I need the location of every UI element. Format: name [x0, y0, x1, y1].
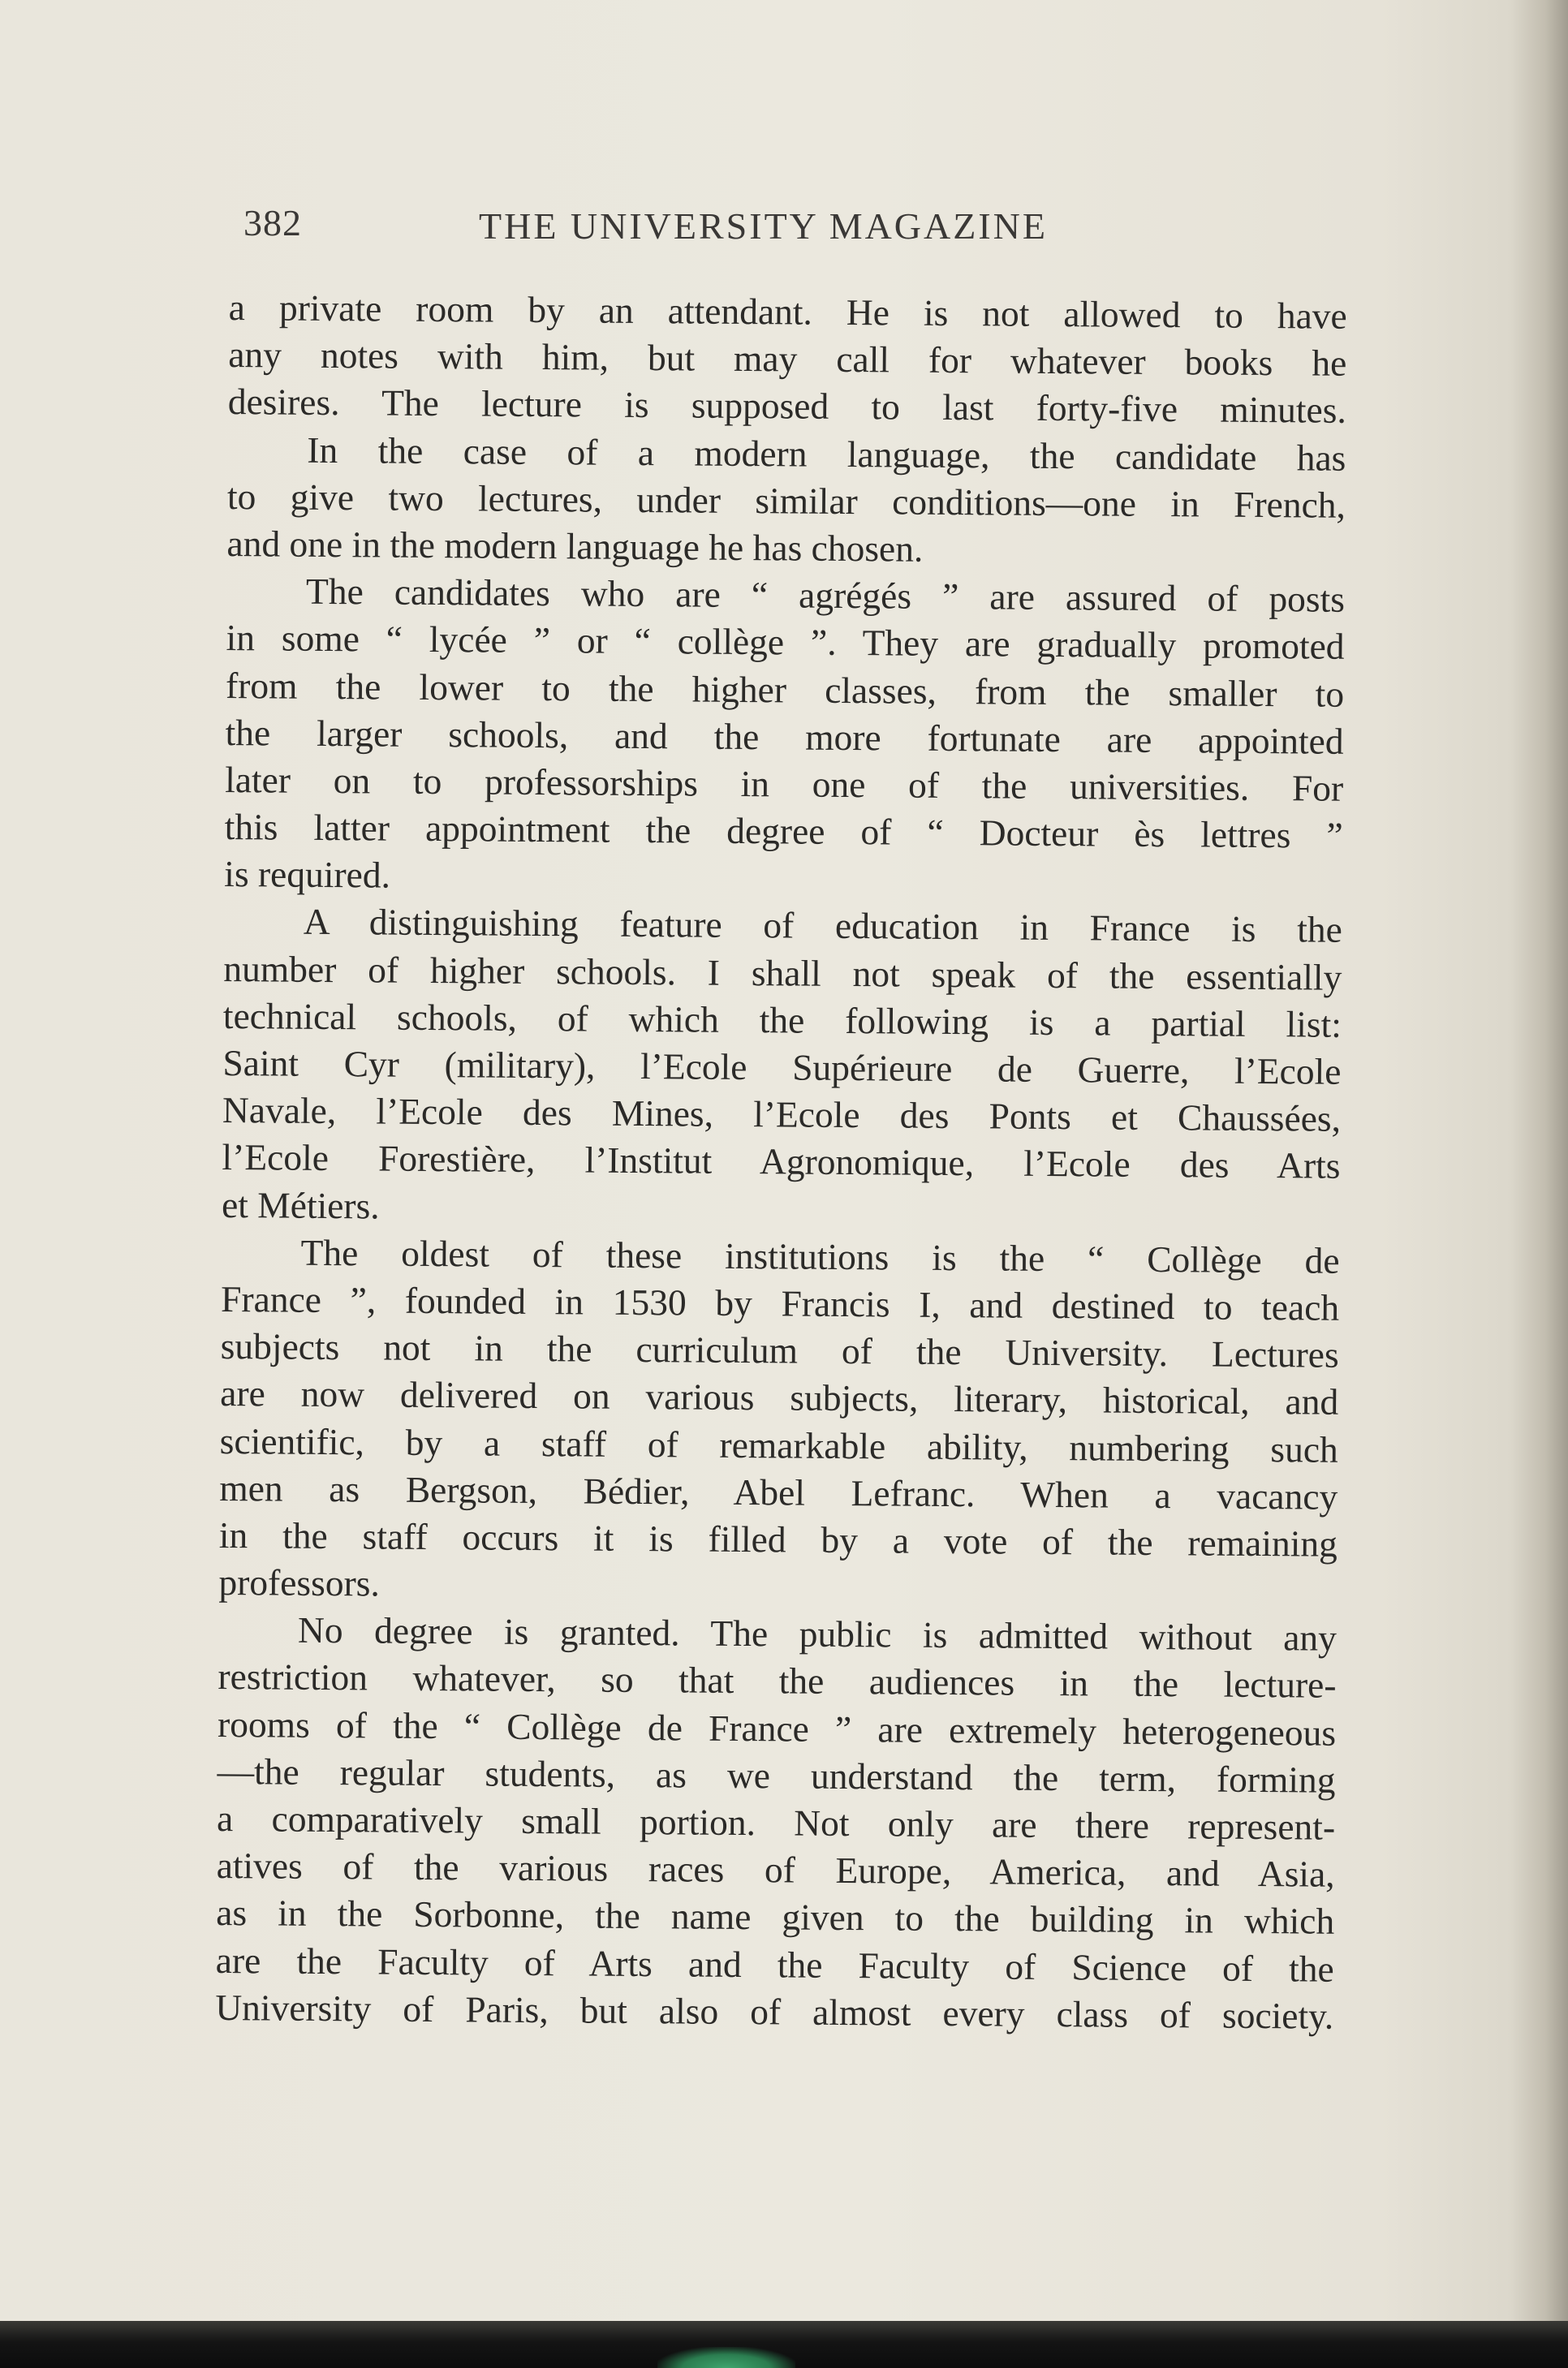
text-line: France ”, founded in 1530 by Francis I, and destined to teach	[220, 1277, 1340, 1328]
scan-edge-highlight	[657, 2347, 795, 2368]
text-line: subjects not in the curriculum of the University. Lectures	[220, 1325, 1339, 1376]
text-line: later on to professorships in one of the universities. For	[225, 758, 1344, 809]
text-line: atives of the various races of Europe, America, and Asia,	[216, 1845, 1335, 1895]
text-line: is required.	[224, 853, 391, 896]
text-line: In the case of a modern language, the candidate has	[307, 428, 1346, 479]
page-edge-shadow	[1511, 0, 1568, 2368]
text-line: the larger schools, and the more fortunate are appointed	[225, 711, 1344, 762]
text-line: desires. The lecture is supposed to last forty-five minutes.	[227, 381, 1347, 432]
text-line: and one in the modern language he has chosen.	[226, 522, 924, 570]
text-line: are now delivered on various subjects, literary, historical, and	[220, 1372, 1339, 1423]
text-line: l’Ecole Forestière, l’Institut Agronomique, l’Ecole des Arts	[222, 1136, 1341, 1187]
text-line: —the regular students, as we understand the term, forming	[217, 1750, 1336, 1801]
text-line: professors.	[218, 1561, 381, 1604]
text-line: men as Bergson, Bédier, Abel Lefranc. When a vacancy	[219, 1466, 1338, 1518]
text-line: this latter appointment the degree of “ Docteur ès lettres ”	[224, 806, 1343, 856]
text-line: to give two lectures, under similar conditions—one in French,	[226, 475, 1346, 526]
text-line: technical schools, of which the following is a partial list:	[222, 994, 1342, 1045]
text-line: Navale, l’Ecole des Mines, l’Ecole des Ponts et Chaussées,	[222, 1089, 1342, 1139]
text-line: number of higher schools. I shall not speak of the essentially	[223, 947, 1342, 998]
text-line: any notes with him, but may call for whatever books he	[228, 334, 1347, 385]
text-line: as in the Sorbonne, the name given to the building in which	[216, 1892, 1335, 1943]
text-line: The oldest of these institutions is the “ Collège de	[300, 1231, 1340, 1281]
page-number: 382	[243, 202, 302, 243]
text-line: University of Paris, but also of almost every class of society.	[215, 1986, 1334, 2037]
text-line: scientific, by a staff of remarkable ability, numbering such	[219, 1419, 1338, 1470]
text-line: from the lower to the higher classes, from the smaller to	[225, 664, 1345, 715]
text-line: The candidates who are “ agrégés ” are assured of posts	[305, 570, 1346, 620]
text-line: a private room by an attendant. He is not allowed to have	[228, 286, 1347, 337]
text-line: A distinguishing feature of education in France is the	[303, 901, 1342, 951]
text-line: in some “ lycée ” or “ collège ”. They are gradually promoted	[226, 617, 1345, 668]
page-header	[243, 201, 1112, 258]
text-line: rooms of the “ Collège de France ” are extremely heterogeneous	[217, 1703, 1337, 1754]
text-line: are the Faculty of Arts and the Faculty of Science of the	[215, 1939, 1334, 1990]
text-line: No degree is granted. The public is admitted without any	[297, 1608, 1338, 1660]
text-line: restriction whatever, so that the audiences in the lecture-	[218, 1655, 1337, 1707]
text-line: a comparatively small portion. Not only are there represent-	[216, 1797, 1336, 1848]
text-line: et Métiers.	[221, 1183, 380, 1227]
text-line: in the staff occurs it is filled by a vote of the remaining	[218, 1513, 1338, 1565]
text-line: Saint Cyr (military), l’Ecole Supérieure de Guerre, l’Ecole	[222, 1041, 1342, 1092]
body-text	[215, 284, 1347, 2040]
running-head: THE UNIVERSITY MAGAZINE	[479, 205, 1048, 247]
